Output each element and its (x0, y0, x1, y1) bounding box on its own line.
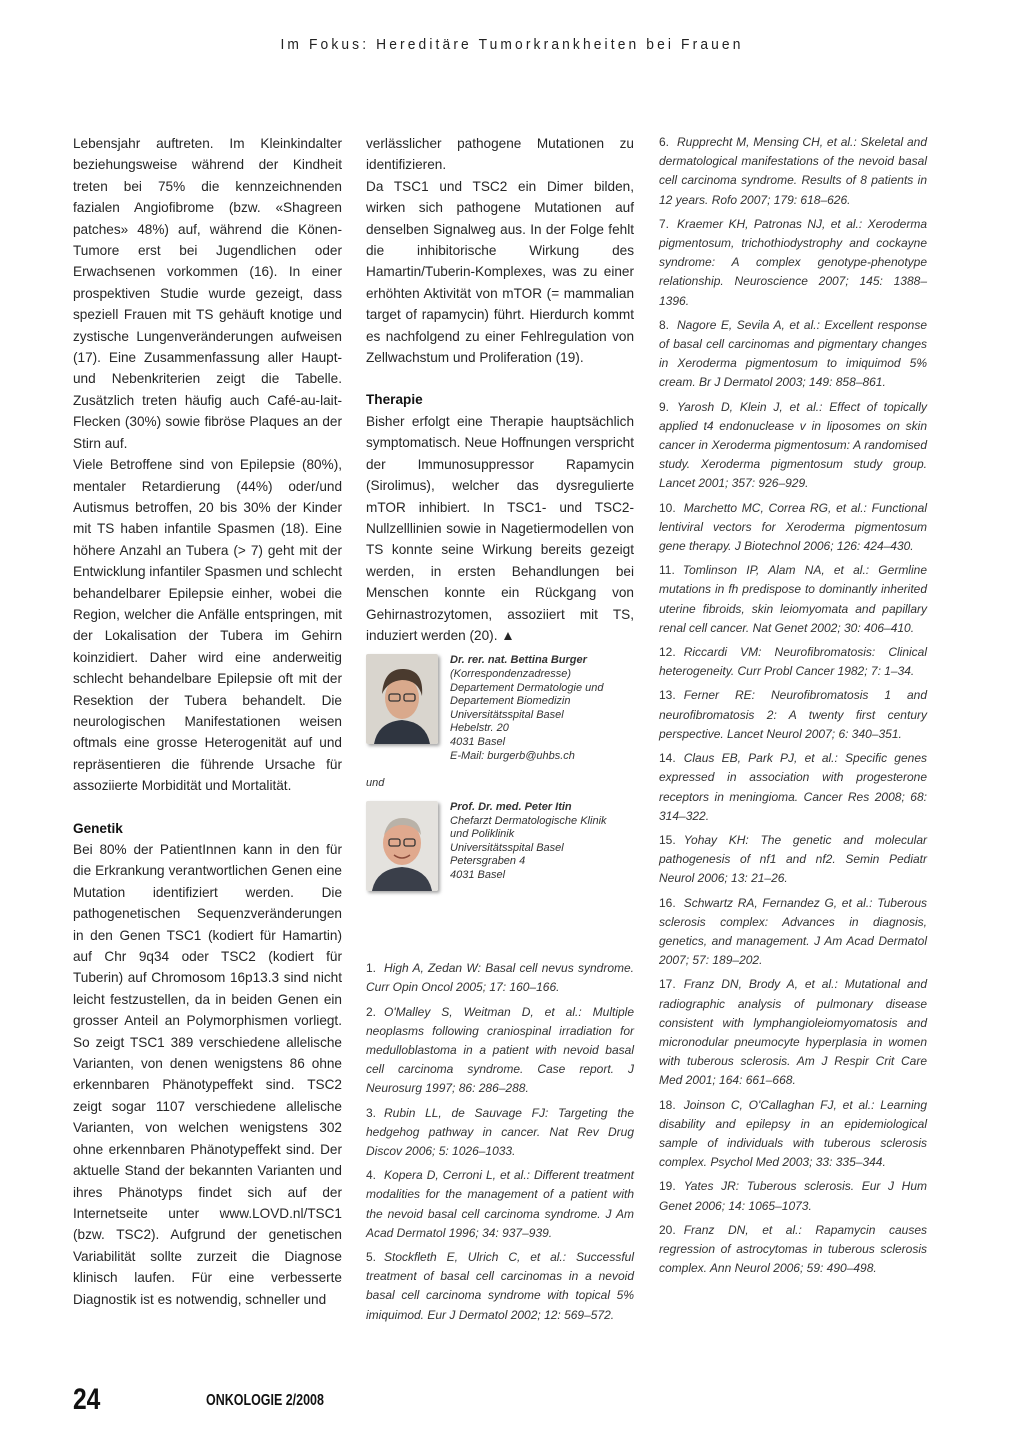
reference-item: 18. Joinson C, O'Callaghan FJ, et al.: Learning disability and epilepsy in an epidemiological sample of individuals with tuberous sclerosis complex. Psychol Med 2003; 33: 335–344. (659, 1097, 927, 1170)
address-line: 4031 Basel (450, 869, 506, 882)
address-line: Hebelstr. 20 (450, 722, 509, 735)
author-name: Dr. rer. nat. Bettina Burger (450, 654, 587, 667)
address-line: Chefarzt Dermatologische Klinik (450, 814, 607, 827)
reference-list-part-1 (366, 959, 634, 1325)
reference-item: 11. Tomlinson IP, Alam NA, et al.: Germline mutations in fh predispose to dominantly inherited uterine fibroids, skin leiomyomata and papillary renal cell cancer. Nat Genet 2002; 30: 406–410. (659, 563, 927, 635)
address-line: Universitätsspital Basel (450, 841, 564, 854)
reference-item: 5. Stockfleth E, Ulrich C, et al.: Successful treatment of basal cell carcinomas in a nevoid basal cell carcinoma syndrome with topical 5% imiquimod. Eur J Dermatol 2002; 12: 569–572. (366, 1249, 634, 1322)
page-number: 24 (73, 1383, 101, 1416)
reference-item: 9. Yarosh D, Klein J, et al.: Effect of topically applied t4 endonuclease v in liposomes on skin cancer in Xeroderma pigmentosum: A randomised study. Xeroderma pigmentosum study group. Lancet 2001; 357: 926–929. (659, 399, 927, 491)
reference-item: 12. Riccardi VM: Neurofibromatosis: Clinical heterogeneity. Curr Probl Cancer 1982; 7: 1–34. (659, 645, 927, 679)
reference-item: 13. Ferner RE: Neurofibromatosis 1 and neurofibromatosis 2: A twenty first century perspective. Lancet Neurol 2007; 6: 340–351. (659, 688, 927, 741)
address-line: 4031 Basel (450, 735, 506, 748)
paragraph: Lebensjahr auftreten. Im Kleinkindalter beziehungsweise während der Kindheit treten bei 75% die kennzeichnenden fazialen Angiofibrome (bzw. «Shagreen patches» 48%) auf, während die Könen-Tumore erst bei Jugendlichen oder Erwachsenen vorkommen (16). In einer prospektiven Studie wurde gezeigt, dass speziell Frauen mit TS gehäuft knotige und zystische Lungenveränderungen aufweisen (17). Eine Zusammenfassung aller Haupt- und Nebenkriterien zeigt die Tabelle. Zusätzlich treten häufig auch Café-au-lait-Flecken (30%) sowie fibröse Plaques an der Stirn auf. (73, 136, 342, 451)
column-1 (73, 133, 342, 1310)
author-photo-burger (366, 654, 438, 744)
author-photo-itin (366, 801, 438, 891)
address-line: Departement Biomedizin (450, 695, 571, 708)
reference-list-part-2 (659, 133, 927, 1283)
journal-issue: ONKOLOGIE 2/2008 (206, 1392, 324, 1409)
address-line: (Korrespondenzadresse) (450, 667, 572, 680)
reference-item: 15. Yohay KH: The genetic and molecular pathogenesis of nf1 and nf2. Semin Pediatr Neurol 2006; 13: 21–26. (659, 832, 927, 886)
running-title: Im Fokus: Hereditäre Tumorkrankheiten bei Frauen (280, 36, 744, 53)
reference-item: 16. Schwartz RA, Fernandez G, et al.: Tuberous sclerosis complex: Advances in diagnosis, genetics, and management. J Am Acad Dermatol 2007; 57: 189–202. (659, 895, 927, 968)
address-line: und Poliklinik (450, 828, 515, 841)
address-line: Universitätsspital Basel (450, 708, 564, 721)
paragraph: Da TSC1 und TSC2 ein Dimer bilden, wirken sich pathogene Mutationen auf denselben Signalweg aus. In der Folge fehlt die inhibitorische Wirkung des Hamartin/Tuberin-Komplexes, was zu einer erhöhten Aktivität von mTOR (= mammalian target of rapamycin) führt. Hierdurch kommt es nachfolgend zu einer Fehlregulation von Zellwachstum und Proliferation (19). (366, 178, 634, 366)
paragraph: verlässlicher pathogene Mutationen zu identifizieren. (366, 136, 634, 173)
reference-item: 7. Kraemer KH, Patronas NJ, et al.: Xeroderma pigmentosum, trichothiodystrophy and cockayne syndrome: A complex genotype-phenotype relationship. Neuroscience 2007; 145: 1388–1396. (659, 216, 927, 308)
reference-item: 6. Rupprecht M, Mensing CH, et al.: Skeletal and dermatological manifestations of the nevoid basal cell carcinoma syndrome. Results of 8 patients in 12 years. Rofo 2007; 179: 618–626. (659, 135, 927, 207)
reference-item: 4. Kopera D, Cerroni L, et al.: Different treatment modalities for the management of a patient with the nevoid basal cell carcinoma syndrome. J Am Acad Dermatol 1996; 34: 937–939. (366, 1168, 634, 1240)
section-heading-genetik: Genetik (73, 820, 123, 836)
reference-item: 14. Claus EB, Park PJ, et al.: Specific genes expressed in association with progesterone receptors in meningioma. Cancer Res 2008; 68: 314–322. (659, 751, 927, 823)
address-line: Departement Dermatologie und (450, 681, 604, 694)
section-heading-therapie: Therapie (366, 392, 423, 408)
column-2 (366, 133, 634, 1330)
reference-item: 10. Marchetto MC, Correa RG, et al.: Functional lentiviral vectors for Xeroderma pigmentosum gene therapy. J Biotechnol 2006; 126: 424–430. (659, 500, 927, 554)
email-line: E-Mail: burgerb@uhbs.ch (450, 749, 575, 762)
author-block-burger (366, 654, 634, 763)
reference-item: 19. Yates JR: Tuberous sclerosis. Eur J Hum Genet 2006; 14: 1065–1073. (659, 1179, 927, 1213)
author-name: Prof. Dr. med. Peter Itin (450, 801, 572, 814)
paragraph: Bei 80% der PatientInnen kann in den für die Erkrankung verantwortlichen Genen eine Mutation identifiziert werden. Die pathogenetischen Sequenzveränderungen in den Genen TSC1 (kodiert für Hamartin) auf Chr 9q34 oder TSC2 (kodiert für Tuberin) auf Chromosom 16p13.3 sind nicht leicht festzustellen, da in beiden Genen ein grosser Anteil an Polymorphismen vorliegt. So zeigt TSC1 389 verschiedene allelische Varianten, von denen wenigstens 86 ohne erkennbaren Phänotypeffekt sind. TSC2 zeigt sogar 1107 verschiedene allelische Varianten, von welchen wenigstens 302 ohne erkennbaren Phänotypeffekt sind. Der aktuelle Stand der bekannten Varianten und ihres Phänotyps findet sich auf der Internetseite unter www.LOVD.nl/TSC1 (bzw. TSC2). Aufgrund der genetischen Variabilität sollte zurzeit die Diagnose klinisch laufen. Für eine verbesserte Diagnostik ist es notwendig, schneller und (73, 842, 342, 1307)
reference-item: 17. Franz DN, Brody A, et al.: Mutational and radiographic analysis of pulmonary disease consistent with lymphangioleiomyomatosis and micronodular pneumocyte hyperplasia in women with tuberous sclerosis. Am J Respir Crit Care Med 2001; 164: 661–668. (659, 977, 927, 1088)
paragraph: Bisher erfolgt eine Therapie hauptsächlich symptomatisch. Neue Hoffnungen verspricht der Immunosuppressor Rapamycin (Sirolimus), welcher das dysregulierte mTOR inhibiert. In TSC1- und TSC2-Nullzelllinien sowie in Nagetiermodellen von TS konnte seine Wirkung bereits gezeigt werden, in ersten Behandlungen bei Menschen konnte ein Rückgang von Gehirnastrozytomen, assoziiert mit TS, induziert werden (20). ▲ (366, 413, 634, 643)
reference-item: 1. High A, Zedan W: Basal cell nevus syndrome. Curr Opin Oncol 2005; 17: 160–166. (366, 961, 634, 995)
paragraph: Viele Betroffene sind von Epilepsie (80%), mentaler Retardierung (44%) oder/und Autismus betroffen, 20 bis 30% der Kinder mit TS haben infantile Spasmen (18). Eine höhere Anzahl an Tubera (> 7) geht mit der Entwicklung infantiler Spasmen und schlecht behandelbarer Epilepsie einher, wobei die Region, welcher die Anfälle entspringen, mit der Lokalisation der Tubera im Gehirn koinzidiert. Daher wird eine anderweitig schlecht behandelbare Epilepsie oft mit der Resektion der Tubera behandelt. Die neurologischen Manifestationen weisen oftmals eine grosse Heterogenität auf und repräsentieren die führende Ursache für assoziierte Morbidität und Mortalität. (73, 457, 343, 794)
author-block-itin (366, 801, 634, 891)
address-line: Petersgraben 4 (450, 855, 526, 868)
reference-item: 3. Rubin LL, de Sauvage FJ: Targeting the hedgehog pathway in cancer. Nat Rev Drug Discov 2006; 5: 1026–1033. (366, 1105, 634, 1158)
conjunction-und: und (366, 777, 385, 790)
reference-item: 20. Franz DN, et al.: Rapamycin causes regression of astrocytomas in tuberous sclerosis complex. Ann Neurol 2006; 59: 490–498. (659, 1222, 927, 1276)
reference-item: 2. O'Malley S, Weitman D, et al.: Multiple neoplasms following craniospinal irradiation for medulloblastoma in a patient with nevoid basal cell carcinoma syndrome. Case report. J Neurosurg 1997; 86: 286–288. (366, 1004, 634, 1096)
reference-item: 8. Nagore E, Sevila A, et al.: Excellent response of basal cell carcinomas and pigmentary changes in Xeroderma pigmentosum to imiquimod 5% cream. Br J Dermatol 2003; 149: 858–861. (659, 317, 927, 390)
